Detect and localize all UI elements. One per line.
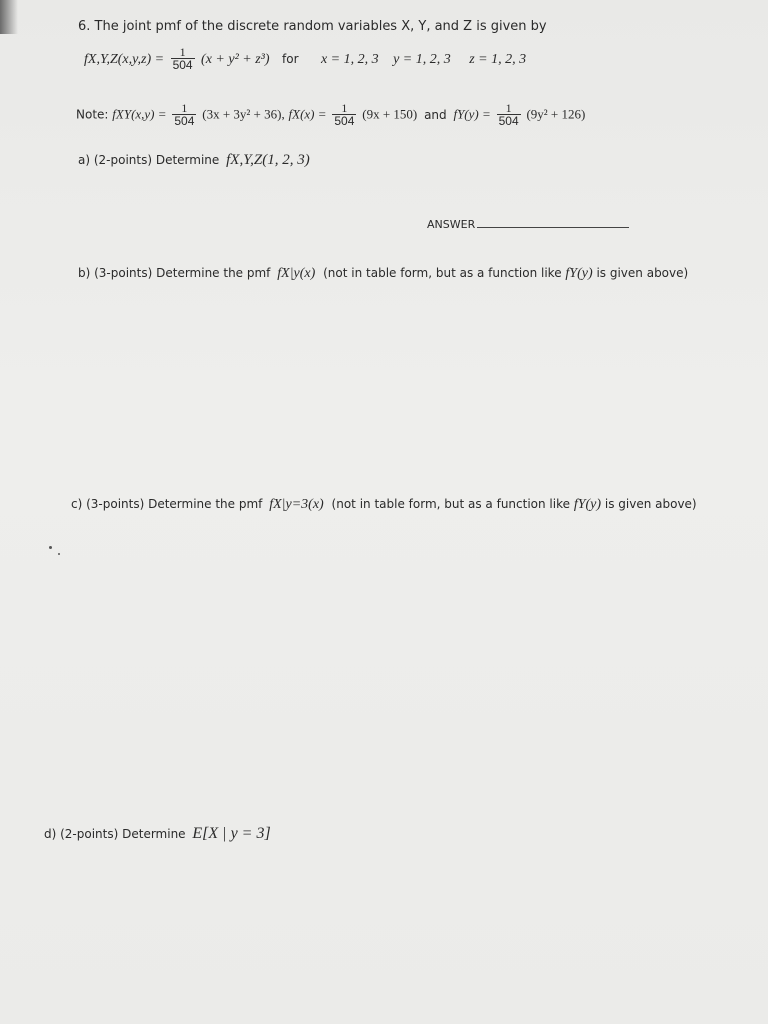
part-b-tail-expr: fY(y) [565,266,593,281]
fy-fraction [497,102,521,128]
fx-lhs: fX(x) = [288,106,327,122]
part-b-text: b) (3-points) Determine the pmf [78,266,271,280]
part-d-text: d) (2-points) Determine [44,827,186,841]
fraction-denominator: 504 [174,114,195,128]
fraction-numerator: 1 [179,45,186,59]
part-b-expr: fX|y(x) [277,266,316,281]
note-line [76,102,585,128]
joint-pmf-lhs: fX,Y,Z(x,y,z) = [84,52,165,67]
paper-speck [49,546,52,549]
part-a-expr: fX,Y,Z(1, 2, 3) [226,152,310,168]
fraction-denominator: 504 [498,114,519,128]
for-word: for [282,52,299,66]
joint-pmf-fraction [171,46,195,72]
z-range: z = 1, 2, 3 [469,52,527,67]
fy-rhs: (9y² + 126) [526,106,586,122]
fxy-fraction [172,102,196,128]
answer-label: ANSWER [427,218,476,231]
part-b-tail-end: is given above) [596,266,689,280]
part-c-tail-expr: fY(y) [573,497,602,512]
joint-pmf-rhs: (x + y² + z³) [201,52,270,67]
part-c-expr: fX|y=3(x) [269,497,324,512]
y-range: y = 1, 2, 3 [393,52,451,67]
problem-heading: 6. The joint pmf of the discrete random variables X, Y, and Z is given by [78,19,547,34]
part-c-tail-end: is given above) [604,497,697,511]
fraction-denominator: 504 [334,114,355,128]
fy-lhs: fY(y) = [453,106,491,122]
fxy-rhs: (3x + 3y² + 36), [202,106,285,122]
part-c-tail: (not in table form, but as a function like [331,497,570,511]
part-d [44,825,271,843]
fraction-denominator: 504 [172,58,193,72]
part-b [78,266,688,282]
fx-rhs: (9x + 150) [362,106,418,122]
part-a-text: a) (2-points) Determine [78,153,220,167]
fraction-numerator: 1 [505,101,512,115]
part-c-text: c) (3-points) Determine the pmf [71,497,263,511]
x-range: x = 1, 2, 3 [320,52,379,67]
page-corner-shadow [0,0,18,34]
part-c [71,497,697,513]
part-b-tail: (not in table form, but as a function like [323,266,562,280]
fx-fraction [332,102,356,128]
part-d-expr: E[X | y = 3] [192,825,271,842]
note-label: Note: [76,107,109,122]
fraction-numerator: 1 [341,101,348,115]
joint-pmf-formula [84,46,526,72]
part-a [78,152,310,169]
paper-speck [58,553,60,555]
fxy-lhs: fXY(x,y) = [112,106,167,122]
answer-blank[interactable] [477,227,629,228]
fraction-numerator: 1 [181,101,188,115]
answer-line[interactable] [427,218,629,231]
and-word: and [424,107,447,122]
